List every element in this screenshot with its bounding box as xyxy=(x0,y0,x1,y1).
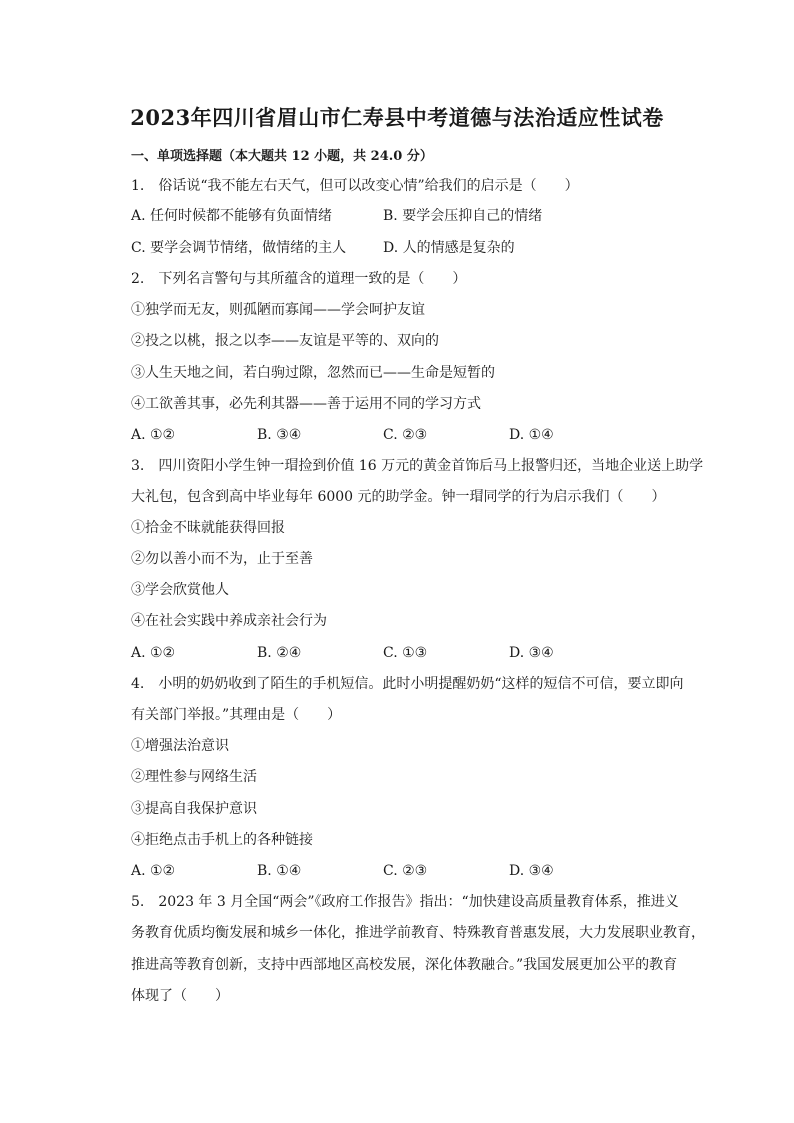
question-4-option-a: A. ①② xyxy=(131,863,176,879)
question-2-statement-4: ④工欲善其事，必先利其器——善于运用不同的学习方式 xyxy=(131,396,481,412)
section-heading: 一、单项选择题（本大题共 12 小题，共 24.0 分） xyxy=(131,149,433,164)
question-4-stem-line-1: 4. 小明的奶奶收到了陌生的手机短信。此时小明提醒奶奶“这样的短信不可信，要立即向 xyxy=(131,676,684,692)
question-2-statement-2: ②投之以桃，报之以李——友谊是平等的、双向的 xyxy=(131,333,439,349)
question-2-option-b: B. ③④ xyxy=(257,427,302,443)
question-4-option-d: D. ③④ xyxy=(509,863,554,879)
question-1-option-c: C. 要学会调节情绪，做情绪的主人 xyxy=(131,240,347,256)
question-3-option-a: A. ①② xyxy=(131,645,176,661)
question-3-option-c: C. ①③ xyxy=(383,645,428,661)
question-3-statement-2: ②勿以善小而不为，止于至善 xyxy=(131,551,313,567)
question-4-option-b: B. ①④ xyxy=(257,863,302,879)
question-5-stem-line-3: 推进高等教育创新，支持中西部地区高校发展，深化体教融合。”我国发展更加公平的教育 xyxy=(131,957,678,973)
question-3-statement-4: ④在社会实践中养成亲社会行为 xyxy=(131,613,327,629)
question-2-statement-1: ①独学而无友，则孤陋而寡闻——学会呵护友谊 xyxy=(131,302,425,318)
question-2-option-a: A. ①② xyxy=(131,427,176,443)
question-2-option-c: C. ②③ xyxy=(383,427,428,443)
question-2-stem: 2. 下列名言警句与其所蕴含的道理一致的是（ ） xyxy=(131,271,467,287)
question-3-stem-line-2: 大礼包，包含到高中毕业每年 6000 元的助学金。钟一瑁同学的行为启示我们（ ） xyxy=(131,489,666,505)
question-4-statement-1: ①增强法治意识 xyxy=(131,738,229,754)
question-1-option-a: A. 任何时候都不能够有负面情绪 xyxy=(131,208,333,224)
question-1-stem: 1. 俗话说“我不能左右天气，但可以改变心情”给我们的启示是（ ） xyxy=(131,178,579,194)
question-2-option-d: D. ①④ xyxy=(509,427,554,443)
question-4-statement-3: ③提高自我保护意识 xyxy=(131,801,257,817)
exam-title: 2023年四川省眉山市仁寿县中考道德与法治适应性试卷 xyxy=(130,105,664,130)
question-4-statement-2: ②理性参与网络生活 xyxy=(131,769,257,785)
question-5-stem-line-4: 体现了（ ） xyxy=(131,988,229,1004)
question-3-statement-3: ③学会欣赏他人 xyxy=(131,582,229,598)
question-3-option-d: D. ③④ xyxy=(509,645,554,661)
question-1-option-b: B. 要学会压抑自己的情绪 xyxy=(383,208,543,224)
question-3-statement-1: ①拾金不昧就能获得回报 xyxy=(131,520,285,536)
question-4-statement-4: ④拒绝点击手机上的各种链接 xyxy=(131,832,313,848)
question-3-stem-line-1: 3. 四川资阳小学生钟一瑁捡到价值 16 万元的黄金首饰后马上报警归还，当地企业送上助学 xyxy=(131,458,704,474)
question-3-option-b: B. ②④ xyxy=(257,645,302,661)
question-4-option-c: C. ②③ xyxy=(383,863,428,879)
question-1-option-d: D. 人的情感是复杂的 xyxy=(383,240,515,256)
question-2-statement-3: ③人生天地之间，若白驹过隙，忽然而已——生命是短暂的 xyxy=(131,365,495,381)
question-5-stem-line-2: 务教育优质均衡发展和城乡一体化，推进学前教育、特殊教育普惠发展，大力发展职业教育， xyxy=(131,925,705,941)
question-5-stem-line-1: 5. 2023 年 3 月全国“两会”《政府工作报告》指出：“加快建设高质量教育体系，推进义 xyxy=(131,894,679,910)
question-4-stem-line-2: 有关部门举报。”其理由是（ ） xyxy=(131,707,342,723)
